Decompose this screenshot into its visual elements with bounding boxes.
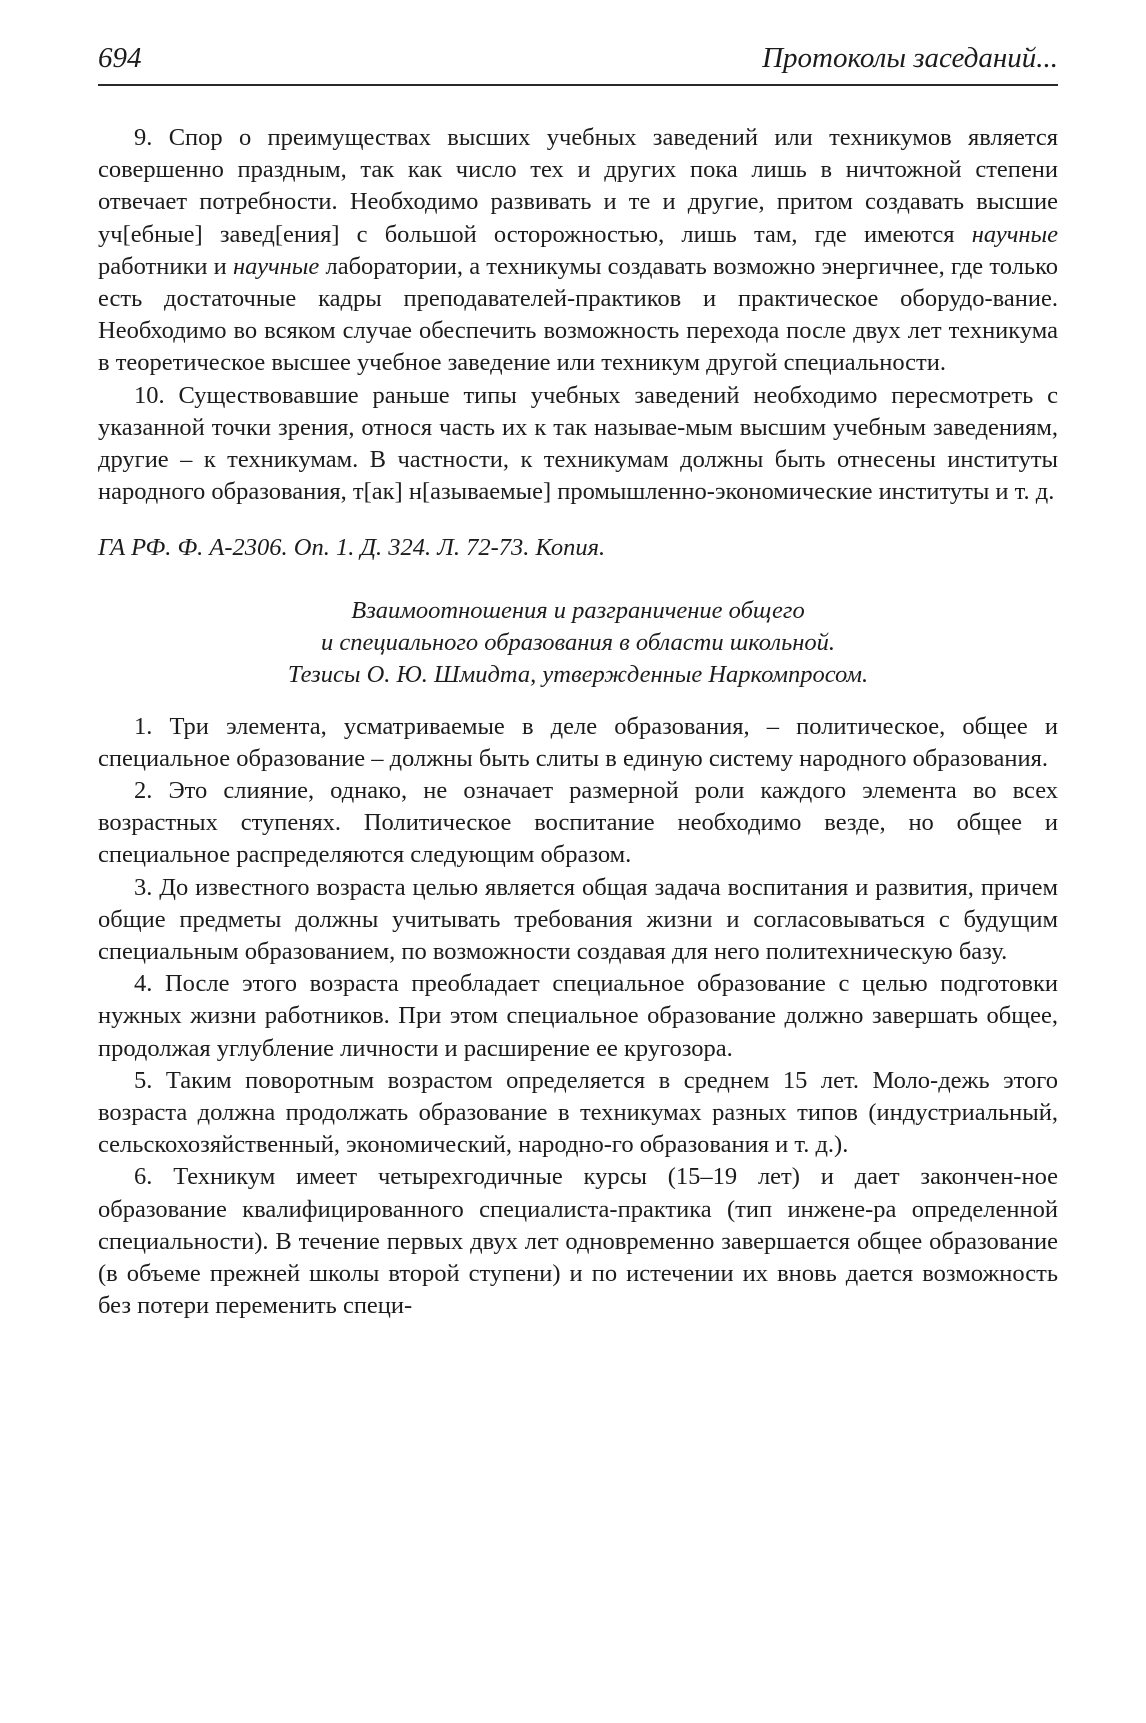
page-number: 694 [98,42,142,74]
section-title-line-3: Тезисы О. Ю. Шмидта, утвержденные Наркомпросом. [287,660,869,688]
protocol-paragraph-10 [98,380,1058,509]
section-title-line-2: и специального образования в области школьной. [320,628,835,656]
running-title: Протоколы заседаний... [762,42,1058,74]
paragraph-text: 9. Спор о преимуществах высших учебных заведений или техникумов является совершенно праздным, так как число тех и других пока лишь в ничтожной степени отвечает потребности. Необходимо развивать и те и другие, притом создавать высшие уч[ебные] завед[ения] с большой осторожностью, лишь там, где имеются [98,124,1058,248]
protocol-paragraph-9 [98,122,1058,380]
archive-source-reference: ГА РФ. Ф. А-2306. Оп. 1. Д. 324. Л. 72-73. Копия. [98,534,606,562]
thesis-2: 2. Это слияние, однако, не означает размерной роли каждого элемента во всех возрастных ступенях. Политическое воспитание необходимо везде, но общее и специальное распределяются следующим образом. [98,777,1058,869]
document-page [98,40,1058,1323]
emphasis-text: научные [233,252,320,280]
thesis-6: 6. Техникум имеет четырехгодичные курсы (15–19 лет) и дает закончен-ное образование квалифицированного специалиста-практика (тип инжене-ра определенной специальности). В течение первых двух лет одновременно завершается общее образование (в объеме прежней школы второй ступени) и по истечении их вновь дается возможность без потери переменить специ- [98,1163,1058,1320]
theses-list [98,711,1058,1323]
paragraph-text: 10. Существовавшие раньше типы учебных заведений необходимо пересмотреть с указанной точки зрения, относя часть их к так называе-мым высшим учебным заведениям, другие – к техникумам. В частности, к техникумам должны быть отнесены институты народного образования, т[ак] н[азываемые] промышленно-экономические институты и т. д. [98,381,1058,506]
running-header [98,40,1058,86]
page-body [98,122,1058,1323]
section-title-line-1: Взаимоотношения и разграничение общего [351,596,805,624]
emphasis-text: научные [971,220,1058,248]
thesis-3: 3. До известного возраста целью является общая задача воспитания и развития, причем общие предметы должны учитывать требования жизни и согласовываться с будущим специальным образованием, по возможности создавая для него политехническую базу. [98,873,1058,966]
section-title [98,595,1058,691]
paragraph-text: лаборатории, а техникумы создавать возможно энергичнее, где только есть достаточные кадры преподавателей-практиков и практическое оборудо-вание. Необходимо во всяком случае обеспечить возможность перехода после двух лет техникума в теоретическое высшее учебное заведение или техникум другой специальности. [98,252,1059,377]
paragraph-text: работники и [98,252,233,280]
thesis-4: 4. После этого возраста преобладает специальное образование с целью подготовки нужных жизни работников. При этом специальное образование должно завершать общее, продолжая углубление личности и расширение ее кругозора. [98,970,1058,1062]
thesis-1: 1. Три элемента, усматриваемые в деле образования, – политическое, общее и специальное образование – должны быть слиты в единую систему народного образования. [98,712,1058,772]
thesis-5: 5. Таким поворотным возрастом определяется в среднем 15 лет. Моло-дежь этого возраста должна продолжать образование в техникумах разных типов (индустриальный, сельскохозяйственный, экономический, народно-го образования и т. д.). [98,1066,1058,1159]
protocol-paragraphs [98,122,1058,508]
